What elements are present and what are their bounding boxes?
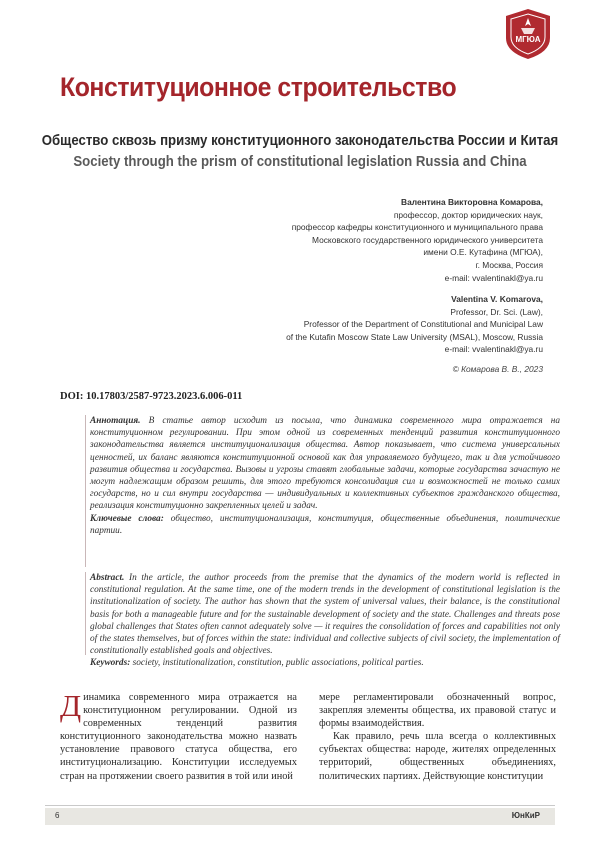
abstract-en	[85, 572, 560, 669]
abstract-label-en: Abstract.	[90, 573, 125, 583]
footer-bar	[45, 808, 555, 825]
keywords-text-ru: общество, институционализация, конституция, общественные объединения, политические партии.	[90, 513, 560, 536]
author-info-ru	[203, 196, 543, 284]
article-title-en: Society through the prism of constitutional legislation Russia and China	[73, 153, 527, 170]
footer-divider	[45, 805, 555, 806]
author-line: имени О.Е. Кутафина (МГЮА),	[423, 247, 543, 258]
body-paragraph: мере регламентировали обозначенный вопрос, закрепляя элементы общества, их правовой статус и формы взаимодействия.	[319, 692, 556, 730]
abstract-text-en: In the article, the author proceeds from the premise that the dynamics of the modern world is reflected in constitutional regulation. At the same time, one of the modern trends in the development of constitutional legislation is the institutionalization of society. The author has shown that the system of universal values, their balance, is the constitutional basis for both a manageable future and for the sustainable development of society and the state. Challenges and threats pose global challenges that States often cannot adequately solve — it requires the consolidation of forces and capabilities not only of the states themselves, but of forces within the state: individual and collective subjects of civil society, the implementation of constitutionally established goals and objectives.	[90, 573, 560, 657]
author-line: of the Kutafin Moscow State Law University (MSAL), Moscow, Russia	[286, 331, 543, 342]
journal-name: ЮнКиР	[511, 811, 540, 820]
abstract-label-ru: Аннотация.	[90, 416, 141, 426]
author-line: Professor, Dr. Sci. (Law),	[450, 306, 543, 317]
author-line: профессор кафедры конституционного и муниципального права	[291, 222, 543, 233]
author-email-ru[interactable]: e-mail: vvalentinakl@ya.ru	[444, 272, 543, 283]
author-info-en	[203, 293, 543, 356]
keywords-label-en: Keywords:	[90, 658, 131, 669]
body-column-left	[60, 688, 297, 783]
section-title: Конституционное строительство	[60, 72, 457, 102]
university-seal-icon	[505, 8, 551, 60]
author-email-en[interactable]: e-mail: vvalentinakl@ya.ru	[444, 344, 543, 355]
body-paragraph: Как правило, речь шла всегда о коллективных субъектах общества: народе, жителях определенных территорий, общественных объединениях, политических партиях. Действующие конституции	[319, 731, 556, 782]
keywords-label-ru: Ключевые слова:	[90, 513, 164, 524]
logo-label: МГЮА	[515, 35, 541, 44]
page-number: 6	[55, 811, 60, 820]
author-line: Московского государственного юридического университета	[312, 234, 543, 245]
drop-cap: Д	[60, 688, 82, 723]
abstract-ru	[85, 415, 560, 567]
author-name-ru: Валентина Викторовна Комарова,	[401, 197, 543, 207]
author-line: профессор, доктор юридических наук,	[393, 209, 543, 220]
author-line: г. Москва, Россия	[475, 259, 543, 270]
doi-identifier[interactable]: DOI: 10.17803/2587-9723.2023.6.006-011	[60, 391, 243, 402]
article-title-ru: Общество сквозь призму конституционного законодательства России и Китая	[41, 132, 559, 149]
keywords-text-en: society, institutionalization, constitution, public associations, political parties.	[130, 658, 424, 669]
author-line: Professor of the Department of Constitutional and Municipal Law	[303, 319, 543, 330]
copyright-notice: © Комарова В. В., 2023	[452, 364, 543, 374]
body-paragraph: инамика современного мира отражается на конституционном регулировании. Одной из современных тенденций развития конституционного законодательства можно назвать установление правового статуса общества, его институционализацию. Конституции исследуемых стран на протяжении своего развития в той или иной	[60, 692, 297, 782]
abstract-text-ru: В статье автор исходит из посыла, что динамика современного мира отражается на конституционном регулировании. При этом одной из современных тенденций развития конституционного законодательства является институционализация общества. Автор показывает, что система универсальных ценностей, их баланс являются конституционной основой как для управляемого будущего, так и для устойчивого развития общества и государства. Вызовы и угрозы ставят глобальные задачи, которые государства зачастую не могут надлежащим образом решить, для этого требуются консолидация сил и возможностей не только самих государств, но и сил внутри государства — индивидуальных и коллективных субъектов гражданского общества, реализация конституционно закрепленных целей и задач.	[90, 416, 560, 512]
author-name-en: Valentina V. Komarova,	[451, 294, 543, 304]
body-column-right	[319, 691, 556, 783]
